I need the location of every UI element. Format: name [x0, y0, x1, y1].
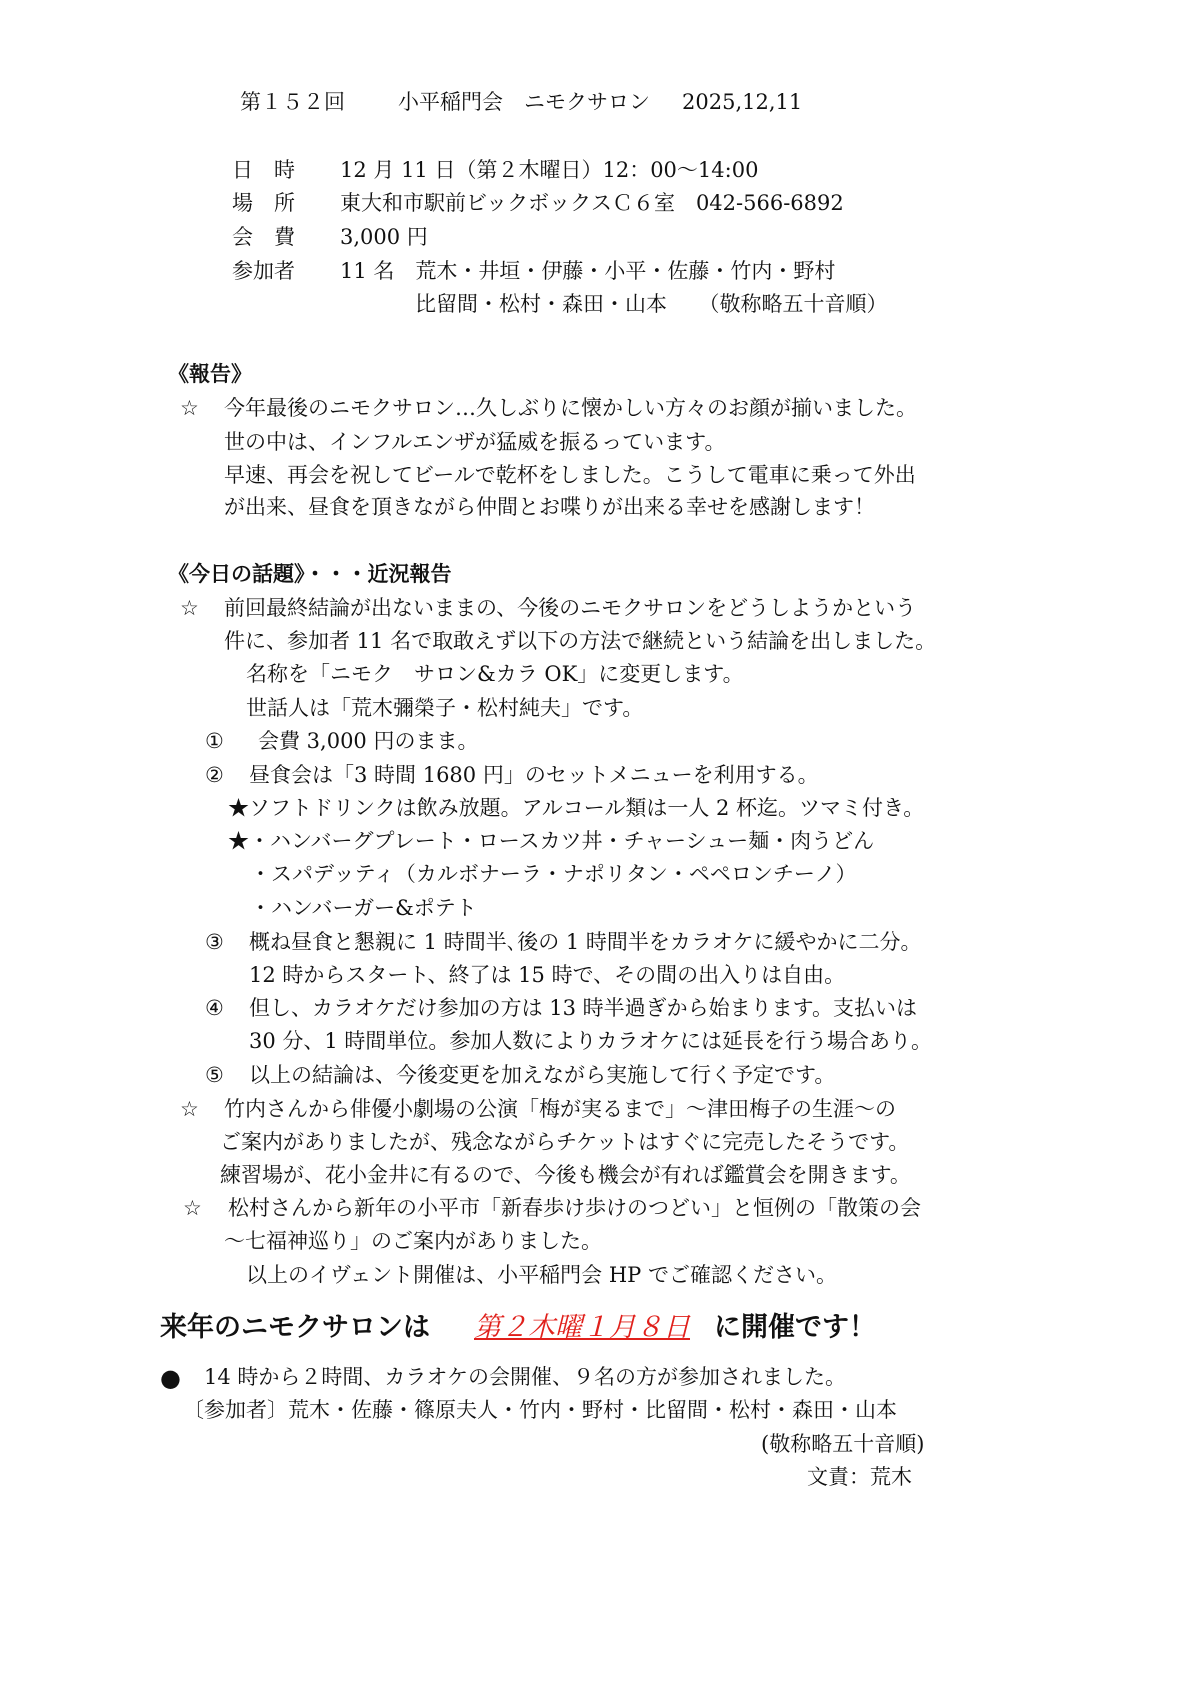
item-text: 30 分、1 時間単位。参加人数によりカラオケには延長を行う場合あり。: [249, 1029, 933, 1053]
menu-line: ★・ハンバーグプレート・ロースカツ丼・チャーシュー麺・肉うどん: [228, 829, 875, 853]
star-icon: ☆: [180, 596, 199, 620]
issue-date: 2025,12,11: [682, 90, 803, 114]
karaoke-participants: 〔参加者〕荒木・佐藤・篠原夫人・竹内・野村・比留間・松村・森田・山本: [183, 1398, 897, 1422]
report-line: 今年最後のニモクサロン…久しぶりに懐かしい方々のお顔が揃いました。: [224, 396, 917, 420]
item-text: 概ね昼食と懇親に 1 時間半､後の 1 時間半をカラオケに緩やかに二分。: [249, 930, 922, 954]
topic-line: 前回最終結論が出ないままの、今後のニモクサロンをどうしようかという: [224, 596, 917, 620]
info-label-place: 場 所: [232, 191, 295, 215]
topic-line: ご案内がありましたが、残念ながらチケットはすぐに完売したそうです。: [220, 1130, 910, 1154]
topic-line: 練習場が、花小金井に有るので、今後も機会が有れば鑑賞会を開きます。: [220, 1163, 911, 1187]
star-icon: ☆: [180, 396, 199, 420]
item-number: ①: [205, 729, 224, 753]
info-label-fee: 会 費: [232, 225, 295, 249]
bullet-icon: ●: [160, 1364, 181, 1392]
report-line: 早速、再会を祝してビールで乾杯をしました。こうして電車に乗って外出: [224, 463, 916, 487]
info-value-fee: 3,000 円: [340, 225, 428, 249]
name-change-line: 名称を「ニモク サロン&カラ OK」に変更します。: [246, 662, 744, 686]
next-meeting-heading: [160, 1314, 876, 1341]
karaoke-note: (敬称略五十音順): [761, 1432, 925, 1456]
info-value-place: 東大和市駅前ビックボックスＣ６室 042-566-6892: [340, 191, 844, 215]
item-text: 昼食会は「3 時間 1680 円」のセットメニューを利用する。: [249, 763, 819, 787]
author-credit: 文責：荒木: [807, 1465, 912, 1489]
menu-line: ・ハンバーガー&ポテト: [250, 896, 477, 920]
topic-line: 竹内さんから俳優小劇場の公演「梅が実るまで」〜津田梅子の生涯〜の: [224, 1097, 896, 1121]
topic-line: 件に、参加者 11 名で取敢えず以下の方法で継続という結論を出しました。: [224, 629, 937, 653]
menu-line: ★ソフトドリンクは飲み放題。アルコール類は一人 2 杯迄。ツマミ付き。: [228, 796, 925, 820]
next-meeting-pre: 来年のニモクサロンは: [160, 1312, 430, 1343]
organization-title: 小平稲門会 ニモクサロン: [398, 90, 650, 114]
hp-note: 以上のイヴェント開催は、小平稲門会 HP でご確認ください。: [246, 1263, 837, 1287]
next-meeting-post: に開催です！: [714, 1312, 876, 1343]
caretaker-line: 世話人は「荒木彌榮子・松村純夫」です。: [246, 696, 644, 720]
item-text: 会費 3,000 円のまま。: [258, 729, 479, 753]
item-text: 但し、カラオケだけ参加の方は 13 時半過ぎから始まります。支払いは: [249, 996, 917, 1020]
karaoke-line: 14 時から２時間、カラオケの会開催、９名の方が参加されました。: [204, 1365, 846, 1389]
info-value-datetime: 12 月 11 日（第２木曜日）12：00〜14:00: [340, 158, 759, 182]
item-number: ②: [205, 763, 224, 787]
info-label-datetime: 日 時: [232, 158, 295, 182]
item-number: ⑤: [205, 1063, 224, 1087]
info-label-attendees: 参加者: [232, 259, 295, 283]
report-line: が出来、昼食を頂きながら仲間とお喋りが出来る幸せを感謝します！: [224, 495, 875, 519]
info-attendees-continued: 比留間・松村・森田・山本 （敬称略五十音順）: [415, 292, 888, 316]
report-heading: 《報告》: [168, 362, 252, 386]
issue-number: 第１５２回: [240, 90, 345, 114]
item-number: ④: [205, 996, 224, 1020]
info-value-attendees: 11 名 荒木・井垣・伊藤・小平・佐藤・竹内・野村: [340, 259, 836, 283]
report-line: 世の中は、インフルエンザが猛威を振るっています。: [224, 430, 726, 454]
menu-line: ・スパデッティ（カルボナーラ・ナポリタン・ペペロンチーノ）: [250, 862, 857, 886]
topic-line: 松村さんから新年の小平市「新春歩け歩けのつどい」と恒例の「散策の会: [228, 1196, 921, 1220]
topic-line: 〜七福神巡り」のご案内がありました。: [224, 1229, 602, 1253]
star-icon: ☆: [180, 1097, 199, 1121]
item-text: 12 時からスタート、終了は 15 時で、その間の出入りは自由。: [249, 963, 846, 987]
item-text: 以上の結論は、今後変更を加えながら実施して行く予定です。: [249, 1063, 836, 1087]
star-icon: ☆: [183, 1196, 202, 1220]
next-meeting-date: 第２木曜１月８日: [474, 1312, 690, 1343]
topic-heading: 《今日の話題》・・・近況報告: [168, 562, 452, 586]
item-number: ③: [205, 930, 224, 954]
